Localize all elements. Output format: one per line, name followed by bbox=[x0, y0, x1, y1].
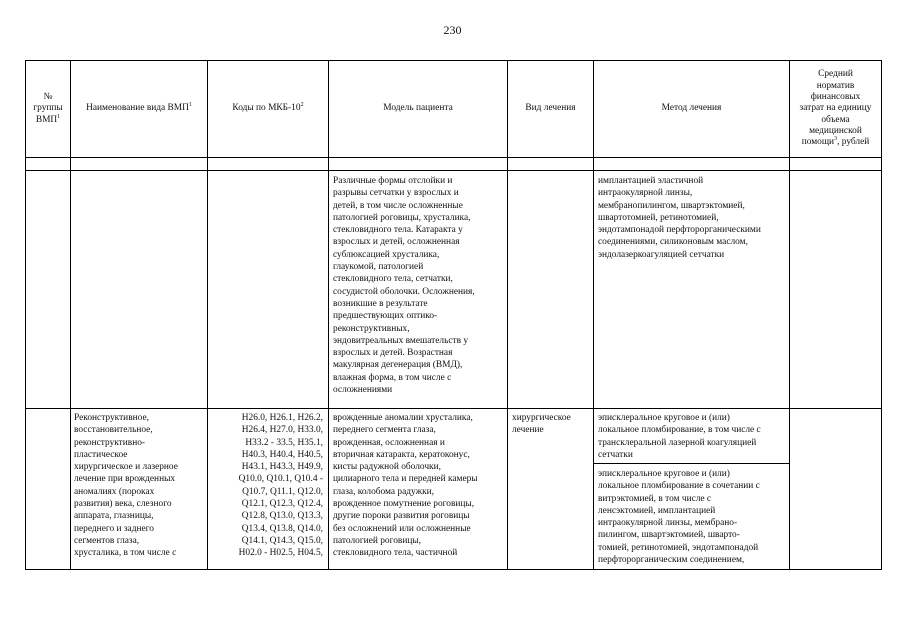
row2-patient-model: врожденные аномалии хрусталика, переднего сегмента глаза, врожденная, осложненная и вторичная катаракта, кератоконус, кисты радужной оболочки, цилиарного тела и передней камеры глаза, колобома радужки, врожденное помутнение роговицы, другие пороки развития роговицы без осложнений или осложненные патологией роговицы, стекловидного тела, частичной bbox=[333, 413, 478, 559]
row1-patient-model: Различные формы отслойки и разрывы сетчатки у взрослых и детей, в том числе осложненные патологией роговицы, хрусталика, стекловидного тела. Катаракта у взрослых и детей, осложненная сублюксацией хрусталика, глаукомой, патологией стекловидного тела, сетчатки, сосудистой оболочки. Осложнения, возникшие в результате предшествующих оптико- реконструктивных, эндовитреальных вмешательств у взрослых и детей. Возрастная макулярная дегенерация (ВМД), влажная форма, в том числе с осложнениями bbox=[333, 176, 475, 396]
row2-treatment-type: хирургическое лечение bbox=[512, 413, 571, 436]
row-divider bbox=[25, 408, 882, 409]
row1-treatment-method: имплантацией эластичной интраокулярной линзы, мембранопилингом, швартэктомией, швартотомией, ретинотомией, эндотампонадой перфторорганическими соединениями, силиконовым маслом, эндолазеркоагуляцией сетчатки bbox=[598, 176, 761, 260]
row2-treatment-method-b: эписклеральное круговое и (или) локальное пломбирование в сочетании с витрэктомией, в том числе с ленсэктомией, имплантацией интраокулярной линзы, мембрано- пилингом, швартэктомией, шварто- томией, ретинотомией, эндотампонадой перфторорганическим соединением, bbox=[598, 469, 760, 566]
header-treatment-type: Вид лечения bbox=[525, 103, 576, 114]
table-border bbox=[25, 569, 882, 570]
row2-treatment-method-a: эписклеральное круговое и (или) локальное пломбирование, в том числе с трансклеральной лазерной коагуляцией сетчатки bbox=[598, 413, 761, 460]
header-icd-codes: Коды по МКБ-$10^2$ bbox=[232, 102, 304, 114]
page-number: 230 bbox=[443, 23, 462, 37]
table-border bbox=[881, 60, 882, 570]
header-treatment-method: Метод лечения bbox=[661, 103, 722, 114]
header-cost-standard: Средний норматив финансовых затрат на единицу объема медицинской помощи$^3$, рублей bbox=[799, 69, 872, 148]
row-divider bbox=[593, 463, 790, 464]
row2-vmp-name: Реконструктивное, восстановительное, реконструктивно- пластическое хирургическое и лазерное лечение при врожденных аномалиях (пороках развития) века, слезного аппарата, глазницы, переднего и заднего сегментов глаза, хрусталика, в том числе с bbox=[74, 413, 178, 559]
medical-care-table bbox=[25, 60, 882, 570]
row-divider bbox=[25, 170, 882, 171]
header-group-number: № группы ВМП$^1$ bbox=[33, 91, 63, 125]
header-vmp-name: Наименование вида ВМП$^1$ bbox=[86, 102, 192, 114]
row-divider bbox=[25, 157, 882, 158]
header-patient-model: Модель пациента bbox=[383, 103, 453, 114]
row2-icd-codes: H26.0, H26.1, H26.2, H26.4, H27.0, H33.0, H33.2 - 33.5, H35.1, H40.3, H40.4, H40.5, H43.1, H43.3, H49.9, Q10.0, Q10.1, Q10.4 - Q10.7, Q11.1, Q12.0, Q12.1, Q12.3, Q12.4, Q12.8, Q13.0, Q13.3, Q13.4, Q13.8, Q14.0, Q14.1, Q14.3, Q15.0, H02.0 - H02.5, H04.5, bbox=[238, 413, 323, 559]
